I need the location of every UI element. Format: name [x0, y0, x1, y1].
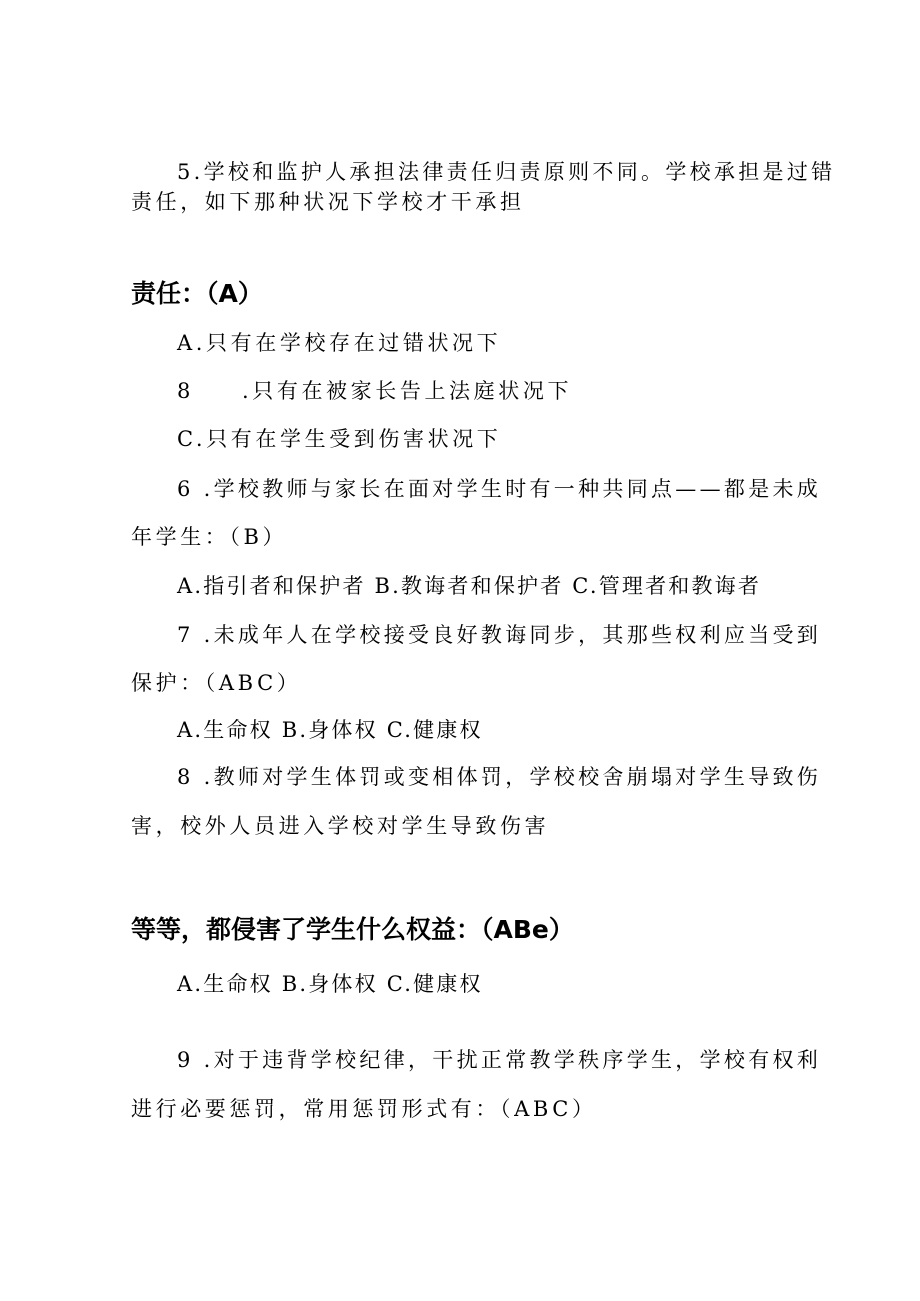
question-5-option-a: A.只有在学校存在过错状况下: [177, 331, 502, 355]
option-b-text: .只有在被家长告上法庭状况下: [241, 379, 573, 403]
question-8-line-1: 8 .教师对学生体罚或变相体罚，学校校舍崩塌对学生导致伤: [177, 765, 822, 789]
option-b-number: 8: [177, 379, 194, 403]
question-6-options: A.指引者和保护者 B.教诲者和保护者 C.管理者和教诲者: [177, 574, 762, 598]
question-7-options: A.生命权 B.身体权 C.健康权: [177, 718, 483, 742]
question-5-option-b: [177, 377, 572, 405]
question-5-line-2: 责任，如下那种状况下学校才干承担: [131, 190, 525, 214]
question-9-line-2: 进行必要惩罚，常用惩罚形式有：（ABC）: [131, 1097, 597, 1121]
question-8-line-2: 害，校外人员进入学校对学生导致伤害: [131, 814, 550, 838]
question-7-line-1: 7 .未成年人在学校接受良好教诲同步，其那些权利应当受到: [177, 623, 822, 647]
question-8-options: A.生命权 B.身体权 C.健康权: [177, 972, 483, 996]
question-8-line-3: 等等，都侵害了学生什么权益：（ABe）: [131, 915, 574, 944]
question-5-line-1: 5.学校和监护人承担法律责任归责原则不同。学校承担是过错: [177, 160, 836, 184]
question-7-line-2: 保护：（ABC）: [131, 671, 302, 695]
question-6-line-2: 年学生：（B）: [131, 525, 288, 549]
question-5-option-c: C.只有在学生受到伤害状况下: [177, 427, 502, 451]
question-9-line-1: 9 .对于违背学校纪律，干扰正常教学秩序学生，学校有权利: [177, 1048, 822, 1072]
question-6-line-1: 6 .学校教师与家长在面对学生时有一种共同点——都是未成: [177, 477, 822, 501]
question-5-line-3: 责任：（A）: [131, 279, 263, 308]
